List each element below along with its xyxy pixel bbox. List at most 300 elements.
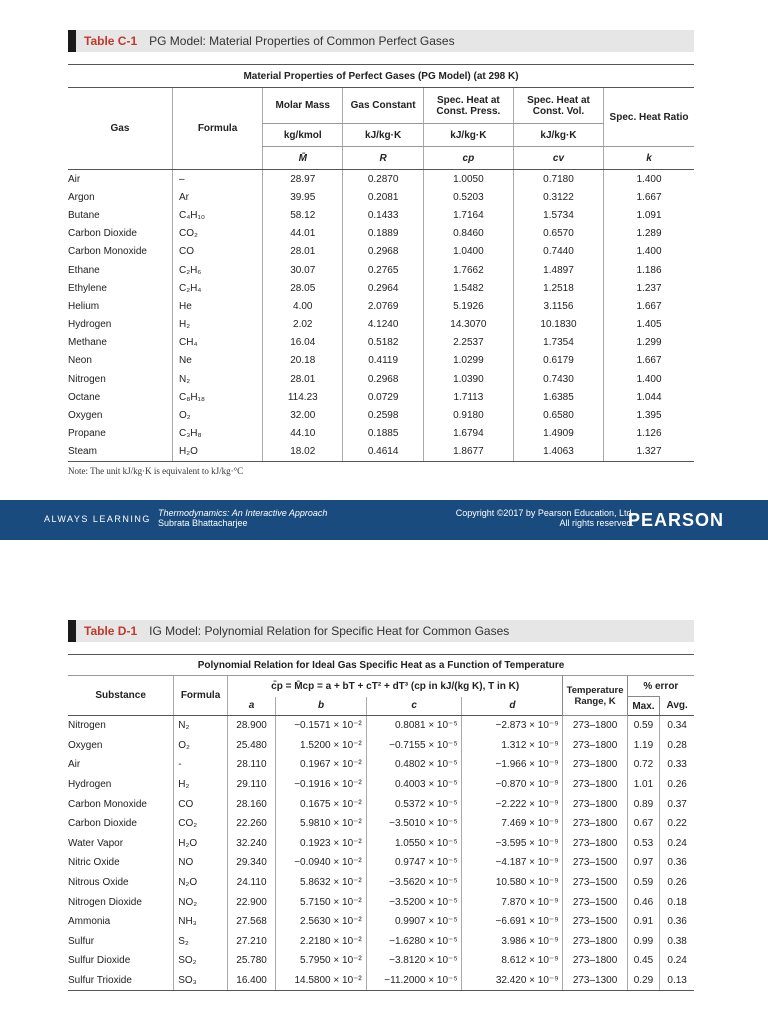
coef-d: 1.312 × 10⁻⁹ (462, 736, 563, 756)
error-max: 0.97 (627, 853, 660, 873)
col-avg: Avg. (660, 697, 694, 716)
table-row (68, 406, 694, 424)
k-value: 1.400 (604, 170, 694, 189)
cv-value: 10.1830 (513, 316, 603, 334)
table-row (68, 206, 694, 224)
coef-a: 25.480 (227, 736, 275, 756)
coef-a: 28.160 (227, 794, 275, 814)
error-avg: 0.26 (660, 873, 694, 893)
error-avg: 0.37 (660, 794, 694, 814)
cv-value: 1.6385 (513, 388, 603, 406)
gas-name: Helium (68, 300, 100, 312)
substance-formula: N₂ (174, 716, 228, 736)
k-value: 1.237 (604, 279, 694, 297)
error-max: 0.59 (627, 716, 660, 736)
cp-value: 1.7662 (423, 261, 513, 279)
cp-value: 1.0299 (423, 352, 513, 370)
error-max: 1.19 (627, 736, 660, 756)
sym-molar: M̄ (263, 147, 343, 170)
substance-formula: SO₂ (174, 951, 228, 971)
gas-constant: 0.2968 (343, 370, 423, 388)
temp-range: 273–1800 (563, 736, 627, 756)
gas-constant: 0.2968 (343, 243, 423, 261)
table-d-id: Table D-1 (84, 624, 138, 638)
header-marker (68, 620, 76, 642)
coef-c: 1.0550 × 10⁻⁵ (366, 834, 462, 854)
substance-formula: NO (174, 853, 228, 873)
col-gas: Gas (68, 88, 172, 170)
table-row (68, 425, 694, 443)
substance-formula: NH₃ (174, 912, 228, 932)
table-row (68, 932, 694, 952)
error-avg: 0.26 (660, 775, 694, 795)
error-avg: 0.38 (660, 932, 694, 952)
coef-b: 5.9810 × 10⁻² (276, 814, 366, 834)
table-d-title: IG Model: Polynomial Relation for Specific Heat for Common Gases (149, 624, 510, 638)
sym-k: k (604, 147, 694, 170)
error-max: 0.59 (627, 873, 660, 893)
error-avg: 0.36 (660, 912, 694, 932)
gas-name: Hydrogen (68, 319, 112, 331)
book-title: Thermodynamics: An Interactive Approach (158, 508, 328, 518)
error-avg: 0.18 (660, 892, 694, 912)
coef-b: 0.1967 × 10⁻² (276, 755, 366, 775)
substance-name: Sulfur Trioxide (68, 971, 174, 991)
error-max: 0.53 (627, 834, 660, 854)
gas-constant: 0.4119 (343, 352, 423, 370)
table-c-note: Note: The unit kJ/kg·K is equivalent to kJ/kg·°C (68, 466, 244, 476)
copyright-line: Copyright ©2017 by Pearson Education, Ltd. (455, 508, 634, 518)
gas-constant: 0.2964 (343, 279, 423, 297)
cp-value: 5.1926 (423, 297, 513, 315)
temp-range: 273–1800 (563, 794, 627, 814)
molar-mass: 114.23 (263, 388, 343, 406)
temp-range: 273–1300 (563, 971, 627, 991)
molar-mass: 16.04 (263, 334, 343, 352)
table-row (68, 755, 694, 775)
col-gas-constant: Gas Constant (343, 88, 423, 124)
coef-c: 0.9907 × 10⁻⁵ (366, 912, 462, 932)
gas-formula: O₂ (172, 406, 262, 424)
substance-name: Nitrous Oxide (68, 877, 129, 889)
gas-formula: – (172, 170, 262, 189)
table-row (68, 279, 694, 297)
col-substance: Substance (68, 676, 174, 716)
substance-name: Carbon Monoxide (68, 798, 147, 810)
gas-constant: 0.2081 (343, 188, 423, 206)
table-row (68, 297, 694, 315)
coef-d: −2.873 × 10⁻⁹ (462, 716, 563, 736)
substance-formula: NO₂ (174, 892, 228, 912)
table-c-caption: Material Properties of Perfect Gases (PG Model) (at 298 K) (68, 65, 694, 88)
coef-c: 0.5372 × 10⁻⁵ (366, 794, 462, 814)
coef-d: −6.691 × 10⁻⁹ (462, 912, 563, 932)
error-max: 0.89 (627, 794, 660, 814)
table-c-title: PG Model: Material Properties of Common Perfect Gases (149, 34, 455, 48)
gas-constant: 0.2870 (343, 170, 423, 189)
table-row (68, 370, 694, 388)
gas-constant: 0.1885 (343, 425, 423, 443)
table-row (68, 716, 694, 736)
k-value: 1.327 (604, 443, 694, 462)
gas-formula: CH₄ (172, 334, 262, 352)
sym-const: R (343, 147, 423, 170)
coef-b: 5.8632 × 10⁻² (276, 873, 366, 893)
substance-formula: H₂O (174, 834, 228, 854)
gas-name: Neon (68, 355, 92, 367)
gas-formula: C₈H₁₈ (172, 388, 262, 406)
gas-name: Air (68, 173, 81, 185)
k-value: 1.299 (604, 334, 694, 352)
temp-range: 273–1800 (563, 834, 627, 854)
table-c-header (68, 30, 694, 52)
always-learning: ALWAYS LEARNING (44, 514, 151, 524)
k-value: 1.405 (604, 316, 694, 334)
coef-a: 27.210 (227, 932, 275, 952)
table-row (68, 794, 694, 814)
coef-c: 0.4003 × 10⁻⁵ (366, 775, 462, 795)
error-avg: 0.33 (660, 755, 694, 775)
error-max: 1.01 (627, 775, 660, 795)
molar-mass: 44.10 (263, 425, 343, 443)
equation: c̄p = M̄cp = a + bT + cT² + dT³ (cp in kJ/(kg K), T in K) (227, 676, 563, 697)
coef-a: 25.780 (227, 951, 275, 971)
substance-name: Oxygen (68, 739, 103, 751)
molar-mass: 28.01 (263, 370, 343, 388)
temp-range: 273–1500 (563, 873, 627, 893)
substance-name: Nitric Oxide (68, 857, 120, 869)
table-d (68, 654, 694, 991)
substance-formula: CO₂ (174, 814, 228, 834)
coef-b: 0.1923 × 10⁻² (276, 834, 366, 854)
gas-formula: Ar (172, 188, 262, 206)
table-row (68, 971, 694, 991)
k-value: 1.091 (604, 206, 694, 224)
cp-value: 1.0050 (423, 170, 513, 189)
cv-value: 1.5734 (513, 206, 603, 224)
substance-formula: O₂ (174, 736, 228, 756)
k-value: 1.044 (604, 388, 694, 406)
coef-a: 22.260 (227, 814, 275, 834)
gas-constant: 0.2598 (343, 406, 423, 424)
k-value: 1.400 (604, 370, 694, 388)
table-row (68, 736, 694, 756)
temp-range: 273–1800 (563, 932, 627, 952)
table-row (68, 912, 694, 932)
molar-mass: 18.02 (263, 443, 343, 462)
coef-c: 0.4802 × 10⁻⁵ (366, 755, 462, 775)
col-d: d (462, 697, 563, 716)
gas-formula: CO₂ (172, 225, 262, 243)
table-row (68, 388, 694, 406)
gas-name: Butane (68, 209, 100, 221)
book-author: Subrata Bhattacharjee (158, 518, 248, 528)
k-value: 1.186 (604, 261, 694, 279)
cv-value: 0.6179 (513, 352, 603, 370)
k-value: 1.289 (604, 225, 694, 243)
temp-range: 273–1500 (563, 892, 627, 912)
temp-range: 273–1800 (563, 775, 627, 795)
coef-c: −3.5010 × 10⁻⁵ (366, 814, 462, 834)
temp-range: 273–1800 (563, 716, 627, 736)
col-molar-mass: Molar Mass (263, 88, 343, 124)
table-row (68, 873, 694, 893)
coef-d: 7.870 × 10⁻⁹ (462, 892, 563, 912)
error-max: 0.46 (627, 892, 660, 912)
error-avg: 0.28 (660, 736, 694, 756)
gas-formula: CO (172, 243, 262, 261)
col-max: Max. (627, 697, 660, 716)
molar-mass: 28.05 (263, 279, 343, 297)
cp-value: 2.2537 (423, 334, 513, 352)
coef-d: 7.469 × 10⁻⁹ (462, 814, 563, 834)
coef-b: 5.7150 × 10⁻² (276, 892, 366, 912)
cv-value: 3.1156 (513, 297, 603, 315)
col-formula-d: Formula (174, 676, 228, 716)
error-max: 0.99 (627, 932, 660, 952)
k-value: 1.395 (604, 406, 694, 424)
substance-name: Sulfur Dioxide (68, 955, 131, 967)
gas-name: Argon (68, 191, 95, 203)
substance-formula: SO₃ (174, 971, 228, 991)
coef-b: 1.5200 × 10⁻² (276, 736, 366, 756)
table-row (68, 261, 694, 279)
molar-mass: 58.12 (263, 206, 343, 224)
molar-mass: 4.00 (263, 297, 343, 315)
table-row (68, 443, 694, 462)
unit-molar: kg/kmol (263, 124, 343, 147)
molar-mass: 20.18 (263, 352, 343, 370)
substance-name: Sulfur (68, 935, 95, 947)
table-row (68, 775, 694, 795)
temp-range: 273–1800 (563, 814, 627, 834)
molar-mass: 44.01 (263, 225, 343, 243)
gas-formula: C₂H₆ (172, 261, 262, 279)
gas-formula: C₄H₁₀ (172, 206, 262, 224)
table-row (68, 316, 694, 334)
col-c: c (366, 697, 462, 716)
gas-constant: 0.1433 (343, 206, 423, 224)
coef-a: 27.568 (227, 912, 275, 932)
gas-formula: Ne (172, 352, 262, 370)
cp-value: 0.5203 (423, 188, 513, 206)
coef-c: 0.8081 × 10⁻⁵ (366, 716, 462, 736)
table-row (68, 334, 694, 352)
gas-constant: 0.0729 (343, 388, 423, 406)
molar-mass: 28.97 (263, 170, 343, 189)
gas-formula: N₂ (172, 370, 262, 388)
pearson-logo: PEARSON (627, 510, 724, 530)
temp-range: 273–1500 (563, 853, 627, 873)
error-max: 0.45 (627, 951, 660, 971)
cp-value: 0.9180 (423, 406, 513, 424)
coef-c: −0.7155 × 10⁻⁵ (366, 736, 462, 756)
substance-name: Air (68, 759, 81, 771)
substance-formula: CO (174, 794, 228, 814)
molar-mass: 2.02 (263, 316, 343, 334)
sym-cp: cp (423, 147, 513, 170)
cv-value: 1.2518 (513, 279, 603, 297)
gas-formula: H₂O (172, 443, 262, 462)
temp-range: 273–1800 (563, 951, 627, 971)
cv-value: 0.6570 (513, 225, 603, 243)
cp-value: 1.8677 (423, 443, 513, 462)
coef-b: 14.5800 × 10⁻² (276, 971, 366, 991)
gas-constant: 4.1240 (343, 316, 423, 334)
gas-name: Carbon Dioxide (68, 228, 137, 240)
substance-name: Carbon Dioxide (68, 818, 137, 830)
error-avg: 0.36 (660, 853, 694, 873)
table-row (68, 225, 694, 243)
molar-mass: 28.01 (263, 243, 343, 261)
table-row (68, 188, 694, 206)
table-c (68, 64, 694, 462)
temp-range: 273–1500 (563, 912, 627, 932)
molar-mass: 30.07 (263, 261, 343, 279)
table-c-id: Table C-1 (84, 34, 138, 48)
header-marker (68, 30, 76, 52)
col-formula: Formula (172, 88, 262, 170)
gas-name: Steam (68, 443, 172, 462)
table-d-body (68, 716, 694, 991)
coef-a: 32.240 (227, 834, 275, 854)
table-row (68, 834, 694, 854)
col-b: b (276, 697, 366, 716)
table-row (68, 853, 694, 873)
error-avg: 0.13 (660, 971, 694, 991)
gas-name: Ethylene (68, 282, 107, 294)
coef-b: 2.2180 × 10⁻² (276, 932, 366, 952)
coef-a: 28.900 (227, 716, 275, 736)
error-avg: 0.22 (660, 814, 694, 834)
coef-a: 29.110 (227, 775, 275, 795)
cp-value: 1.5482 (423, 279, 513, 297)
substance-name: Water Vapor (68, 837, 124, 849)
gas-constant: 0.1889 (343, 225, 423, 243)
k-value: 1.667 (604, 352, 694, 370)
coef-b: 2.5630 × 10⁻² (276, 912, 366, 932)
gas-name: Ethane (68, 264, 100, 276)
gas-formula: C₃H₈ (172, 425, 262, 443)
molar-mass: 39.95 (263, 188, 343, 206)
gas-constant: 2.0769 (343, 297, 423, 315)
gas-formula: H₂ (172, 316, 262, 334)
col-a: a (227, 697, 275, 716)
table-row (68, 892, 694, 912)
table-row (68, 170, 694, 189)
coef-b: 0.1675 × 10⁻² (276, 794, 366, 814)
substance-name: Hydrogen (68, 779, 112, 791)
error-max: 0.67 (627, 814, 660, 834)
cv-value: 0.7440 (513, 243, 603, 261)
unit-const: kJ/kg·K (343, 124, 423, 147)
cp-value: 1.0390 (423, 370, 513, 388)
cp-value: 0.8460 (423, 225, 513, 243)
cv-value: 1.4909 (513, 425, 603, 443)
gas-constant: 0.5182 (343, 334, 423, 352)
coef-d: 32.420 × 10⁻⁹ (462, 971, 563, 991)
substance-formula: - (174, 755, 228, 775)
coef-b: 5.7950 × 10⁻² (276, 951, 366, 971)
col-cp: Spec. Heat at Const. Press. (423, 88, 513, 124)
coef-a: 22.900 (227, 892, 275, 912)
gas-name: Octane (68, 391, 101, 403)
table-row (68, 814, 694, 834)
coef-a: 28.110 (227, 755, 275, 775)
table-row (68, 951, 694, 971)
k-value: 1.667 (604, 297, 694, 315)
cp-value: 1.7164 (423, 206, 513, 224)
copyright (456, 508, 634, 528)
coef-d: 8.612 × 10⁻⁹ (462, 951, 563, 971)
col-k: Spec. Heat Ratio (604, 88, 694, 147)
substance-formula: H₂ (174, 775, 228, 795)
footer-banner (0, 500, 768, 540)
coef-a: 16.400 (227, 971, 275, 991)
gas-name: Carbon Monoxide (68, 246, 147, 258)
sym-cv: cv (513, 147, 603, 170)
substance-name: Nitrogen (68, 720, 106, 732)
table-d-caption: Polynomial Relation for Ideal Gas Specific Heat as a Function of Temperature (68, 655, 694, 676)
substance-formula: S₂ (174, 932, 228, 952)
coef-c: −3.5200 × 10⁻⁵ (366, 892, 462, 912)
cv-value: 1.7354 (513, 334, 603, 352)
coef-c: 0.9747 × 10⁻⁵ (366, 853, 462, 873)
cp-value: 1.0400 (423, 243, 513, 261)
coef-d: −4.187 × 10⁻⁹ (462, 853, 563, 873)
error-max: 0.91 (627, 912, 660, 932)
temp-range: 273–1800 (563, 755, 627, 775)
coef-b: −0.1916 × 10⁻² (276, 775, 366, 795)
book-info (158, 508, 327, 528)
cv-value: 0.7180 (513, 170, 603, 189)
gas-name: Methane (68, 337, 107, 349)
table-row (68, 243, 694, 261)
coef-b: −0.1571 × 10⁻² (276, 716, 366, 736)
col-temp-range: Temperature Range, K (563, 676, 627, 716)
table-row (68, 352, 694, 370)
k-value: 1.400 (604, 243, 694, 261)
error-max: 0.29 (627, 971, 660, 991)
coef-c: −1.6280 × 10⁻⁵ (366, 932, 462, 952)
coef-d: 3.986 × 10⁻⁹ (462, 932, 563, 952)
substance-name: Nitrogen Dioxide (68, 896, 142, 908)
coef-d: 10.580 × 10⁻⁹ (462, 873, 563, 893)
k-value: 1.667 (604, 188, 694, 206)
coef-c: −3.8120 × 10⁻⁵ (366, 951, 462, 971)
gas-name: Oxygen (68, 410, 103, 422)
cv-value: 1.4897 (513, 261, 603, 279)
cv-value: 0.6580 (513, 406, 603, 424)
unit-cv: kJ/kg·K (513, 124, 603, 147)
coef-d: −3.595 × 10⁻⁹ (462, 834, 563, 854)
cv-value: 0.7430 (513, 370, 603, 388)
molar-mass: 32.00 (263, 406, 343, 424)
coef-a: 24.110 (227, 873, 275, 893)
error-avg: 0.24 (660, 951, 694, 971)
cp-value: 1.7113 (423, 388, 513, 406)
coef-d: −0.870 × 10⁻⁹ (462, 775, 563, 795)
substance-name: Ammonia (68, 916, 111, 928)
col-error: % error (643, 680, 679, 692)
cp-value: 14.3070 (423, 316, 513, 334)
gas-constant: 0.2765 (343, 261, 423, 279)
cv-value: 0.3122 (513, 188, 603, 206)
error-avg: 0.24 (660, 834, 694, 854)
gas-formula: C₂H₄ (172, 279, 262, 297)
cp-value: 1.6794 (423, 425, 513, 443)
gas-formula: He (172, 297, 262, 315)
